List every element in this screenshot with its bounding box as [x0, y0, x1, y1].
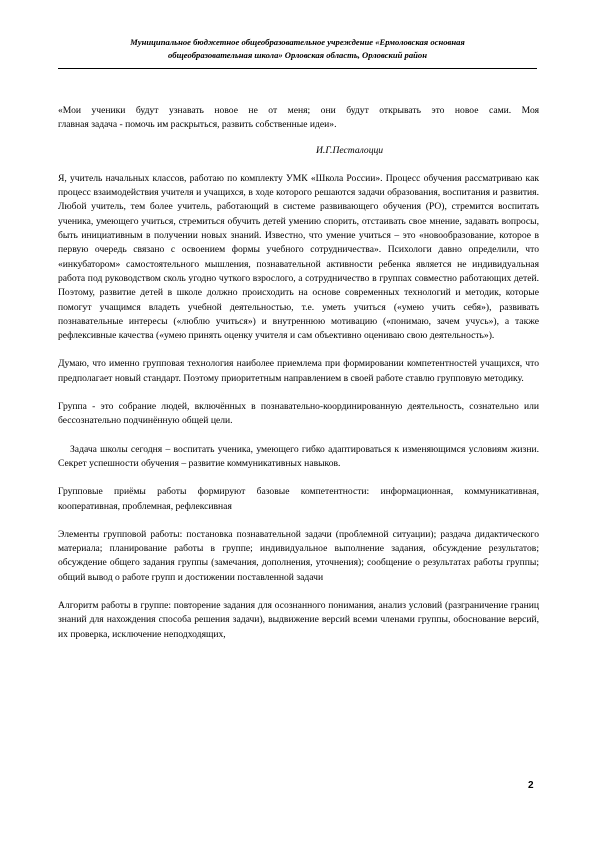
- document-body: [58, 104, 539, 656]
- page-header: [60, 36, 535, 62]
- paragraph-school-task: Задача школы сегодня – воспитать ученика, умеющего гибко адаптироваться к изменяющимся условиям жизни. Секрет успешности обучения – развитие коммуникативных навыков.: [58, 443, 539, 469]
- header-line-1: Муниципальное бюджетное общеобразовательное учреждение «Ермоловская основная: [130, 37, 465, 47]
- epigraph-line-2: главная задача - помочь им раскрыться, развить собственные идеи».: [58, 119, 337, 131]
- page-number: 2: [528, 780, 534, 791]
- paragraph-group-definition: Группа - это собрание людей, включённых в познавательно-координированную деятельность, сознательно или бессознательно подчинённую общей цели.: [58, 401, 539, 427]
- paragraph-intro: Я, учитель начальных классов, работаю по комплекту УМК «Школа России». Процесс обучения рассматриваю как процесс взаимодействия учителя и учащихся, в ходе которого решаются задачи образования, воспитания и развития. Любой учитель, тем более учитель, работающий в системе развивающего обучения (РО), стремится воспитать ученика, умеющего учиться, стремиться обучить детей умению спорить, отстаивать свое мнение, задавать вопросы, быть инициативным в получении новых знаний. Известно, что умение учиться – это «новообразование, которое в первую очередь связано с освоением формы учебного сотрудничества». Психологи давно определили, что «инкубатором» самостоятельного мышления, познавательной активности ребенка является не индивидуальная работа под руководством сколь угодно чуткого взрослого, а сотрудничество в группах совместно работающих детей. Поэтому, развитие детей в школе должно происходить на основе современных технологий и методик, которые помогут учащимся владеть учебной деятельностью, т.е. уметь учиться («умею учить себя»), развивать познавательные интересы («люблю учиться») и внутреннюю мотивацию («понимаю, зачем учусь»), а также рефлексивные качества («умею принять оценку учителя и сам объективно оцениваю свою деятельность»).: [58, 172, 539, 342]
- paragraph-competencies: Групповые приёмы работы формируют базовые компетентности: информационная, коммуникативная, кооперативная, проблемная, рефлексивная: [58, 486, 539, 512]
- epigraph-line-1: «Мои ученики будут узнавать новое не от меня; они будут открывать это новое сами. Моя: [58, 105, 539, 116]
- paragraph-group-work-elements: Элементы групповой работы: постановка познавательной задачи (проблемной ситуации); раздача дидактического материала; планирование работы в группе; индивидуальное выполнение задания, обсуждение результатов; обсуждение общего задания группы (замечания, дополнения, уточнения); сообщение о результатах работы группы; общий вывод о работе групп и достижении поставленной задачи: [58, 528, 539, 583]
- header-divider: [58, 68, 537, 69]
- header-line-2: общеобразовательная школа» Орловская область, Орловский район: [168, 50, 427, 60]
- paragraph-group-algorithm: Алгоритм работы в группе: повторение задания для осознанного понимания, анализ условий (разграничение границ знаний для нахождения способа решения задачи), выдвижение версий всеми членами группы, обоснование версий, их проверка, исключение неподходящих,: [58, 600, 539, 640]
- epigraph-author: И.Г.Песталоцци: [316, 144, 384, 156]
- paragraph-group-technology: Думаю, что именно групповая технология наиболее приемлема при формировании компетентностей учащихся, что предполагает новый стандарт. Поэтому приоритетным направлением в своей работе ставлю групповую методику.: [58, 358, 539, 384]
